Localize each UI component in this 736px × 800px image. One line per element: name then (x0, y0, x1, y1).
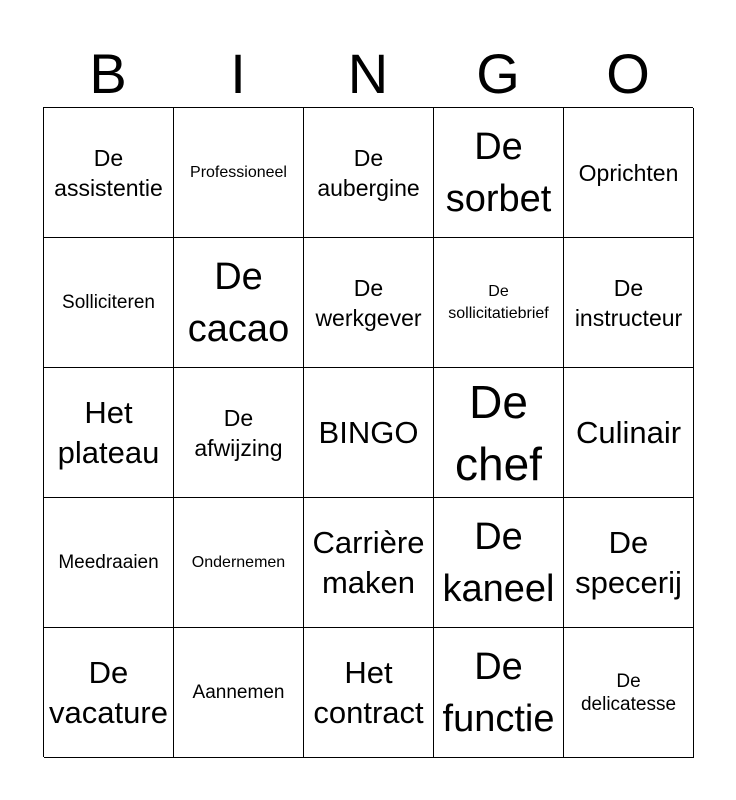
bingo-cell[interactable] (174, 368, 304, 498)
bingo-grid (43, 107, 693, 757)
bingo-cell[interactable] (44, 108, 174, 238)
cell-label: Ondernemen (191, 553, 286, 571)
bingo-cell[interactable] (304, 628, 434, 758)
bingo-cell[interactable] (434, 108, 564, 238)
cell-label: Oprichten (578, 159, 679, 186)
cell-label: De functie (442, 645, 555, 740)
header-letter-b: B (89, 42, 127, 105)
header-letter-o: O (606, 42, 650, 105)
bingo-cell[interactable] (174, 108, 304, 238)
cell-label: Solliciteren (62, 292, 155, 313)
cell-label: Professioneel (190, 163, 287, 181)
bingo-cell[interactable] (564, 628, 694, 758)
cell-label: De sollicitatiebrief (448, 282, 549, 322)
cell-label: De afwijzing (194, 404, 283, 461)
bingo-cell[interactable] (44, 628, 174, 758)
bingo-cell[interactable] (434, 628, 564, 758)
bingo-cell[interactable] (174, 238, 304, 368)
bingo-cell[interactable] (434, 238, 564, 368)
free-space-cell[interactable] (304, 368, 434, 498)
cell-label: De delicatesse (580, 670, 677, 715)
header-letter-i: I (230, 42, 246, 105)
bingo-cell[interactable] (434, 368, 564, 498)
header-letter-n: N (347, 42, 389, 105)
cell-label: Meedraaien (58, 552, 159, 573)
bingo-cell[interactable] (434, 498, 564, 628)
bingo-cell[interactable] (174, 498, 304, 628)
cell-label: Het contract (313, 654, 424, 730)
bingo-cell[interactable] (564, 108, 694, 238)
bingo-cell[interactable] (564, 498, 694, 628)
free-space-label: BINGO (318, 414, 419, 450)
cell-label: Aannemen (192, 682, 285, 703)
cell-label: De werkgever (315, 274, 422, 331)
bingo-cell[interactable] (564, 368, 694, 498)
cell-label: De vacature (49, 654, 168, 730)
cell-label: De assistentie (54, 144, 163, 201)
bingo-cell[interactable] (304, 238, 434, 368)
cell-label: Culinair (575, 414, 682, 450)
cell-label: Het plateau (57, 394, 160, 470)
bingo-cell[interactable] (174, 628, 304, 758)
cell-label: De sorbet (445, 125, 552, 220)
bingo-cell[interactable] (44, 368, 174, 498)
cell-label: De chef (455, 375, 542, 490)
cell-label: De instructeur (574, 274, 683, 331)
cell-label: De kaneel (442, 515, 555, 610)
bingo-header (43, 40, 693, 108)
cell-label: De aubergine (317, 144, 420, 201)
bingo-cell[interactable] (304, 108, 434, 238)
bingo-cell[interactable] (44, 238, 174, 368)
cell-label: Carrière maken (312, 524, 425, 600)
header-letter-g: G (476, 42, 520, 105)
bingo-cell[interactable] (44, 498, 174, 628)
bingo-cell[interactable] (564, 238, 694, 368)
cell-label: De specerij (575, 524, 682, 600)
cell-label: De cacao (187, 255, 290, 350)
bingo-cell[interactable] (304, 498, 434, 628)
